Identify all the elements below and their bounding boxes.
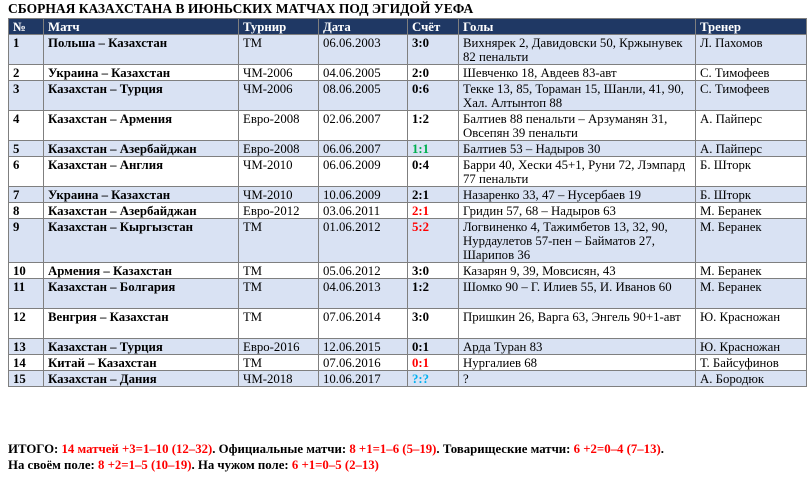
date-cell: 08.06.2005	[319, 81, 408, 111]
goals-cell: Текке 13, 85, Тораман 15, Шанли, 41, 90, Хал. Алтынтоп 88	[459, 81, 696, 111]
match-cell: Казахстан – Азербайджан	[44, 203, 239, 219]
tournament-cell: ЧМ-2006	[239, 65, 319, 81]
matches-table	[8, 18, 807, 387]
coach-cell: М. Беранек	[696, 279, 807, 309]
goals-cell: Арда Туран 83	[459, 339, 696, 355]
friendly-end: .	[660, 442, 664, 456]
official-value: 8 +1=1–6 (5–19)	[349, 442, 437, 456]
date-cell: 06.06.2009	[319, 157, 408, 187]
goals-cell: Балтиев 88 пенальти – Арзуманян 31, Овсепян 39 пенальти	[459, 111, 696, 141]
goals-cell: Пришкин 26, Варга 63, Энгель 90+1-авт	[459, 309, 696, 339]
table-row	[9, 141, 807, 157]
away-label: . На чужом поле:	[191, 458, 292, 472]
match-cell: Казахстан – Дания	[44, 371, 239, 387]
score-cell: 3:0	[408, 263, 459, 279]
score-cell: 2:1	[408, 187, 459, 203]
coach-cell: С. Тимофеев	[696, 65, 807, 81]
summary	[8, 441, 806, 473]
tournament-cell: ТМ	[239, 309, 319, 339]
table-row	[9, 263, 807, 279]
score-cell: ?:?	[408, 371, 459, 387]
row-number: 8	[9, 203, 44, 219]
score-cell: 1:2	[408, 279, 459, 309]
tournament-cell: ЧМ-2006	[239, 81, 319, 111]
goals-cell: Барри 40, Хески 45+1, Руни 72, Лэмпард 77 пенальти	[459, 157, 696, 187]
coach-cell: М. Беранек	[696, 263, 807, 279]
row-number: 5	[9, 141, 44, 157]
date-cell: 06.06.2007	[319, 141, 408, 157]
header-number: №	[9, 19, 44, 35]
coach-cell: А. Пайперс	[696, 141, 807, 157]
date-cell: 02.06.2007	[319, 111, 408, 141]
score-cell: 1:1	[408, 141, 459, 157]
match-cell: Казахстан – Англия	[44, 157, 239, 187]
row-number: 2	[9, 65, 44, 81]
score-cell: 2:1	[408, 203, 459, 219]
friendly-value: 6 +2=0–4 (7–13)	[573, 442, 661, 456]
table-row	[9, 111, 807, 141]
coach-cell: Б. Шторк	[696, 157, 807, 187]
table-row	[9, 81, 807, 111]
page-title: СБОРНАЯ КАЗАХСТАНА В ИЮНЬСКИХ МАТЧАХ ПОД ЭГИДОЙ УЕФА	[8, 1, 474, 16]
table-row	[9, 35, 807, 65]
home-label: На своём поле:	[8, 458, 98, 472]
total-label: ИТОГО:	[8, 442, 62, 456]
tournament-cell: ТМ	[239, 263, 319, 279]
score-cell: 5:2	[408, 219, 459, 263]
table-row	[9, 219, 807, 263]
tournament-cell: ТМ	[239, 279, 319, 309]
row-number: 6	[9, 157, 44, 187]
header-score: Счёт	[408, 19, 459, 35]
table-row	[9, 279, 807, 309]
goals-cell: Шомко 90 – Г. Илиев 55, И. Иванов 60	[459, 279, 696, 309]
row-number: 1	[9, 35, 44, 65]
match-cell: Венгрия – Казахстан	[44, 309, 239, 339]
table-row	[9, 355, 807, 371]
tournament-cell: ТМ	[239, 35, 319, 65]
goals-cell: Казарян 9, 39, Мовсисян, 43	[459, 263, 696, 279]
score-cell: 0:1	[408, 339, 459, 355]
away-value: 6 +1=0–5 (2–13)	[291, 458, 379, 472]
coach-cell: А. Бородюк	[696, 371, 807, 387]
tournament-cell: ЧМ-2018	[239, 371, 319, 387]
tournament-cell: ЧМ-2010	[239, 157, 319, 187]
coach-cell: Л. Пахомов	[696, 35, 807, 65]
summary-line-1	[8, 441, 806, 457]
tournament-cell: Евро-2016	[239, 339, 319, 355]
match-cell: Китай – Казахстан	[44, 355, 239, 371]
match-cell: Армения – Казахстан	[44, 263, 239, 279]
home-value: 8 +2=1–5 (10–19)	[97, 458, 192, 472]
row-number: 10	[9, 263, 44, 279]
goals-cell: Назаренко 33, 47 – Нусербаев 19	[459, 187, 696, 203]
match-cell: Казахстан – Кыргызстан	[44, 219, 239, 263]
coach-cell: Т. Байсуфинов	[696, 355, 807, 371]
row-number: 13	[9, 339, 44, 355]
match-cell: Казахстан – Турция	[44, 339, 239, 355]
goals-cell: Нургалиев 68	[459, 355, 696, 371]
row-number: 9	[9, 219, 44, 263]
row-number: 15	[9, 371, 44, 387]
match-cell: Украина – Казахстан	[44, 65, 239, 81]
header-tournament: Турнир	[239, 19, 319, 35]
date-cell: 06.06.2003	[319, 35, 408, 65]
row-number: 14	[9, 355, 44, 371]
table-row	[9, 339, 807, 355]
table-row	[9, 309, 807, 339]
coach-cell: Ю. Красножан	[696, 339, 807, 355]
coach-cell: М. Беранек	[696, 219, 807, 263]
date-cell: 03.06.2011	[319, 203, 408, 219]
header-date: Дата	[319, 19, 408, 35]
row-number: 12	[9, 309, 44, 339]
score-cell: 0:1	[408, 355, 459, 371]
header-match: Матч	[44, 19, 239, 35]
date-cell: 04.06.2005	[319, 65, 408, 81]
score-cell: 3:0	[408, 309, 459, 339]
match-cell: Казахстан – Азербайджан	[44, 141, 239, 157]
date-cell: 07.06.2014	[319, 309, 408, 339]
row-number: 4	[9, 111, 44, 141]
summary-line-2	[8, 457, 806, 473]
table-row	[9, 65, 807, 81]
table-body	[9, 35, 807, 387]
official-label: . Официальные матчи:	[212, 442, 350, 456]
friendly-label: . Товарищеские матчи:	[436, 442, 574, 456]
score-cell: 0:6	[408, 81, 459, 111]
match-cell: Украина – Казахстан	[44, 187, 239, 203]
row-number: 7	[9, 187, 44, 203]
tournament-cell: ТМ	[239, 355, 319, 371]
goals-cell: Балтиев 53 – Надыров 30	[459, 141, 696, 157]
match-cell: Казахстан – Армения	[44, 111, 239, 141]
goals-cell: Шевченко 18, Авдеев 83-авт	[459, 65, 696, 81]
date-cell: 10.06.2017	[319, 371, 408, 387]
table-row	[9, 157, 807, 187]
match-cell: Казахстан – Болгария	[44, 279, 239, 309]
score-cell: 1:2	[408, 111, 459, 141]
date-cell: 05.06.2012	[319, 263, 408, 279]
tournament-cell: ТМ	[239, 219, 319, 263]
goals-cell: Вихнярек 2, Давидовски 50, Кржынувек 82 пенальти	[459, 35, 696, 65]
coach-cell: Ю. Красножан	[696, 309, 807, 339]
coach-cell: А. Пайперс	[696, 111, 807, 141]
tournament-cell: Евро-2012	[239, 203, 319, 219]
tournament-cell: ЧМ-2010	[239, 187, 319, 203]
table-row	[9, 371, 807, 387]
date-cell: 10.06.2009	[319, 187, 408, 203]
row-number: 3	[9, 81, 44, 111]
table-header-row	[9, 19, 807, 35]
table-row	[9, 203, 807, 219]
coach-cell: М. Беранек	[696, 203, 807, 219]
date-cell: 12.06.2015	[319, 339, 408, 355]
goals-cell: Логвиненко 4, Тажимбетов 13, 32, 90, Нурдаулетов 57-пен – Байматов 27, Шарипов 36	[459, 219, 696, 263]
total-value: 14 матчей +3=1–10 (12–32)	[61, 442, 213, 456]
coach-cell: Б. Шторк	[696, 187, 807, 203]
date-cell: 07.06.2016	[319, 355, 408, 371]
match-cell: Польша – Казахстан	[44, 35, 239, 65]
date-cell: 04.06.2013	[319, 279, 408, 309]
date-cell: 01.06.2012	[319, 219, 408, 263]
table-row	[9, 187, 807, 203]
tournament-cell: Евро-2008	[239, 141, 319, 157]
row-number: 11	[9, 279, 44, 309]
tournament-cell: Евро-2008	[239, 111, 319, 141]
header-coach: Тренер	[696, 19, 807, 35]
coach-cell: С. Тимофеев	[696, 81, 807, 111]
header-goals: Голы	[459, 19, 696, 35]
score-cell: 2:0	[408, 65, 459, 81]
score-cell: 3:0	[408, 35, 459, 65]
goals-cell: Гридин 57, 68 – Надыров 63	[459, 203, 696, 219]
score-cell: 0:4	[408, 157, 459, 187]
match-cell: Казахстан – Турция	[44, 81, 239, 111]
goals-cell: ?	[459, 371, 696, 387]
